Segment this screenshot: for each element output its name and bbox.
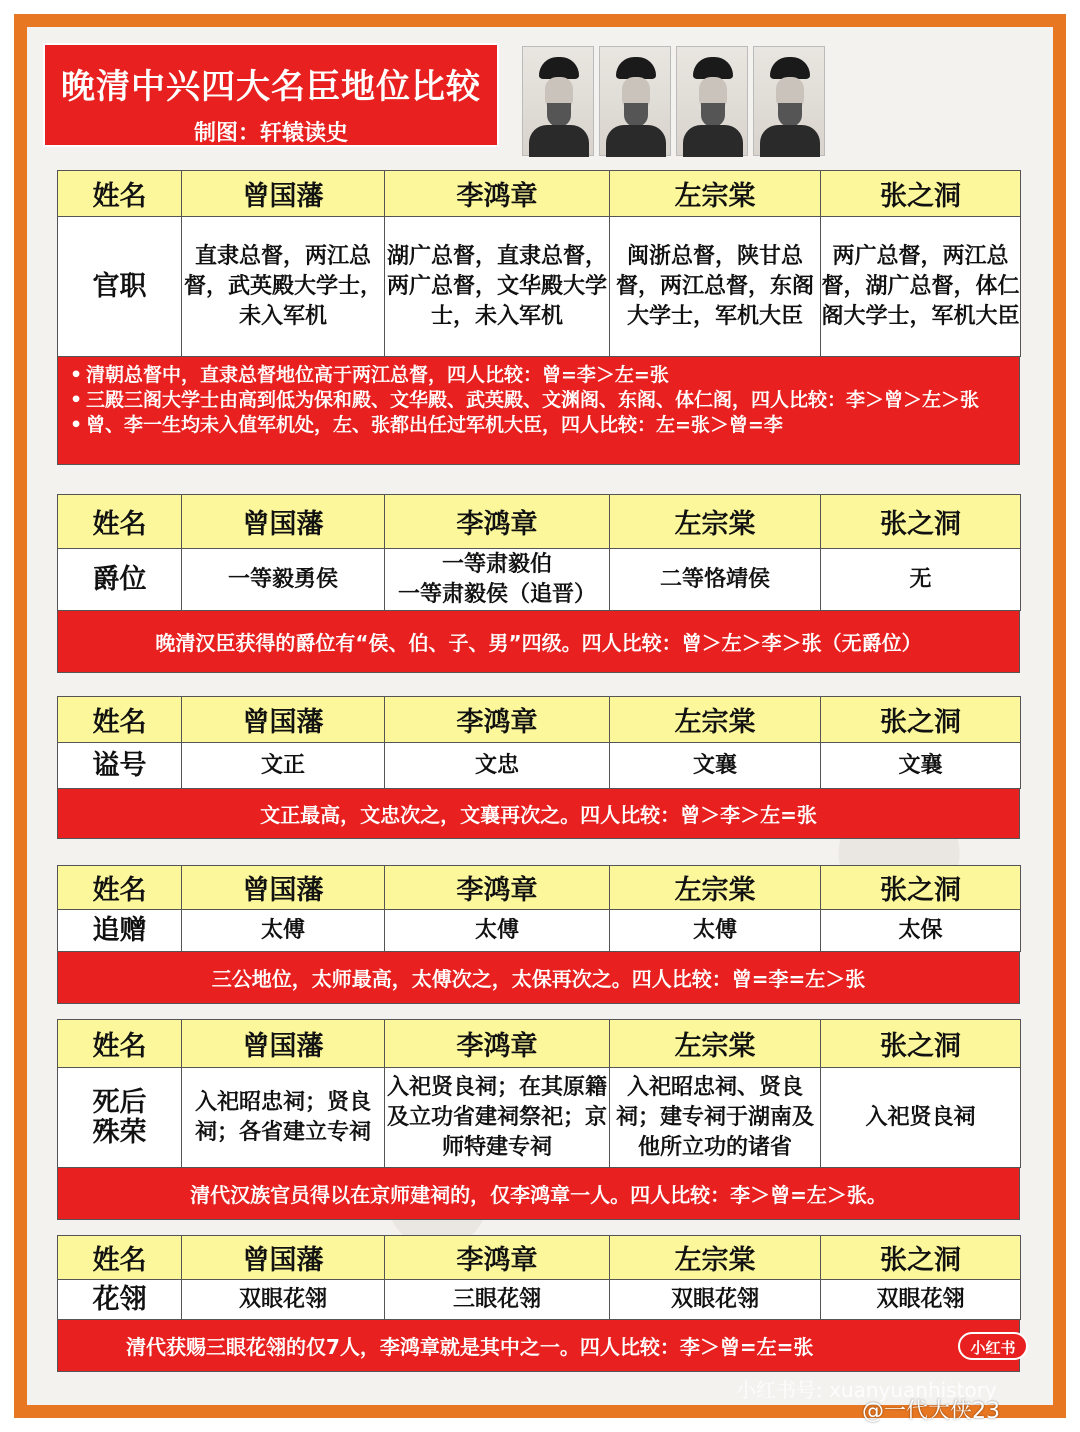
cell-zuo: 太傅 (610, 910, 821, 952)
header-zhang: 张之洞 (821, 495, 1021, 549)
section-title-rank (57, 494, 1020, 673)
header-zeng: 曾国藩 (182, 1236, 385, 1280)
note-posthumous-name: 文正最高，文忠次之，文襄再次之。四人比较：曾＞李＞左=张 (57, 789, 1020, 839)
section-posthumous-name (57, 696, 1020, 839)
header-li: 李鸿章 (385, 171, 610, 217)
cell-zeng: 双眼花翎 (182, 1280, 385, 1320)
header-zuo: 左宗棠 (610, 1020, 821, 1068)
portrait-image (676, 46, 748, 156)
row-label-line1: 死后 (92, 1086, 147, 1118)
portrait-image (753, 46, 825, 156)
row-label: 花翎 (58, 1280, 182, 1320)
cell-li: 太傅 (385, 910, 610, 952)
header-zuo: 左宗棠 (610, 697, 821, 743)
header-zuo: 左宗棠 (610, 171, 821, 217)
cell-zhang: 无 (821, 549, 1021, 611)
header-zuo: 左宗棠 (610, 866, 821, 910)
cell-zhang: 太保 (821, 910, 1021, 952)
note-feather: 清代获赐三眼花翎的仅7人，李鸿章就是其中之一。四人比较：李＞曾=左=张 (57, 1320, 1020, 1372)
header-zhang: 张之洞 (821, 866, 1021, 910)
header-zuo: 左宗棠 (610, 1236, 821, 1280)
cell-zhang: 入祀贤良祠 (821, 1068, 1021, 1168)
cell-li (385, 549, 610, 611)
cell-zeng: 入祀昭忠祠；贤良祠；各省建立专祠 (182, 1068, 385, 1168)
row-label-line2: 殊荣 (92, 1116, 147, 1148)
cell-zeng: 一等毅勇侯 (182, 549, 385, 611)
cell-zuo: 二等恪靖侯 (610, 549, 821, 611)
cell-zuo: 文襄 (610, 743, 821, 789)
cell-zeng: 文正 (182, 743, 385, 789)
row-label: 官职 (58, 217, 182, 357)
note-title-rank: 晚清汉臣获得的爵位有“侯、伯、子、男”四级。四人比较：曾＞左＞李＞张（无爵位） (57, 611, 1020, 673)
note-official (57, 357, 1020, 465)
section-official (57, 170, 1020, 465)
header-zhang: 张之洞 (821, 1020, 1021, 1068)
header-zhang: 张之洞 (821, 1236, 1021, 1280)
section-posthumous-gift (57, 865, 1020, 1004)
header-li: 李鸿章 (385, 1020, 610, 1068)
cell-zeng: 直隶总督，两江总督，武英殿大学士，未入军机 (182, 217, 385, 357)
section-feather (57, 1235, 1020, 1372)
cell-zhang: 两广总督，两江总督，湖广总督，体仁阁大学士，军机大臣 (821, 217, 1021, 357)
watermark-username: @一代大侠23 (862, 1399, 1000, 1424)
header-li: 李鸿章 (385, 866, 610, 910)
header-name: 姓名 (58, 697, 182, 743)
page-subtitle: 制图：轩辕读史 (193, 121, 348, 146)
cell-zuo: 闽浙总督，陕甘总督，两江总督，东阁大学士，军机大臣 (610, 217, 821, 357)
header-li: 李鸿章 (385, 1236, 610, 1280)
cell-li: 湖广总督，直隶总督，两广总督，文华殿大学士，未入军机 (385, 217, 610, 357)
portrait-image (599, 46, 671, 156)
row-label (58, 1068, 182, 1168)
title-box (43, 43, 499, 147)
cell-li-line2: 一等肃毅侯（追晋） (397, 581, 596, 607)
page-title: 晚清中兴四大名臣地位比较 (61, 67, 481, 107)
header-zeng: 曾国藩 (182, 1020, 385, 1068)
row-label: 谥号 (58, 743, 182, 789)
section-honors (57, 1019, 1020, 1220)
note-item: • 三殿三阁大学士由高到低为保和殿、文华殿、武英殿、文渊阁、东阁、体仁阁，四人比较：李＞曾＞左＞张 (66, 388, 1011, 413)
cell-zuo: 入祀昭忠祠、贤良祠；建专祠于湖南及他所立功的诸省 (610, 1068, 821, 1168)
header-name: 姓名 (58, 1020, 182, 1068)
header-name: 姓名 (58, 866, 182, 910)
cell-li: 入祀贤良祠；在其原籍及立功省建祠祭祀；京师特建专祠 (385, 1068, 610, 1168)
note-item: • 曾、李一生均未入值军机处，左、张都出任过军机大臣，四人比较：左=张＞曾=李 (66, 413, 1011, 438)
row-label: 追赠 (58, 910, 182, 952)
cell-zeng: 太傅 (182, 910, 385, 952)
note-item: • 清朝总督中，直隶总督地位高于两江总督，四人比较：曾=李＞左=张 (66, 363, 1011, 388)
header-zeng: 曾国藩 (182, 866, 385, 910)
header-zeng: 曾国藩 (182, 495, 385, 549)
cell-li: 三眼花翎 (385, 1280, 610, 1320)
header-zhang: 张之洞 (821, 171, 1021, 217)
header-name: 姓名 (58, 1236, 182, 1280)
header-zuo: 左宗棠 (610, 495, 821, 549)
header-zhang: 张之洞 (821, 697, 1021, 743)
watermark-account-id: 小红书号: xuanyuanhistory (736, 1378, 997, 1402)
row-label: 爵位 (58, 549, 182, 611)
header-name: 姓名 (58, 171, 182, 217)
cell-zhang: 双眼花翎 (821, 1280, 1021, 1320)
note-honors: 清代汉族官员得以在京师建祠的，仅李鸿章一人。四人比较：李＞曾=左＞张。 (57, 1168, 1020, 1220)
cell-li-line1: 一等肃毅伯 (441, 551, 552, 577)
header-name: 姓名 (58, 495, 182, 549)
xiaohongshu-badge: 小红书 (958, 1332, 1028, 1360)
note-posthumous-gift: 三公地位，太师最高，太傅次之，太保再次之。四人比较：曾=李=左＞张 (57, 952, 1020, 1004)
portrait-image (522, 46, 594, 156)
cell-zhang: 文襄 (821, 743, 1021, 789)
cell-li: 文忠 (385, 743, 610, 789)
cell-zuo: 双眼花翎 (610, 1280, 821, 1320)
header-zeng: 曾国藩 (182, 697, 385, 743)
header-zeng: 曾国藩 (182, 171, 385, 217)
header-li: 李鸿章 (385, 697, 610, 743)
header-li: 李鸿章 (385, 495, 610, 549)
